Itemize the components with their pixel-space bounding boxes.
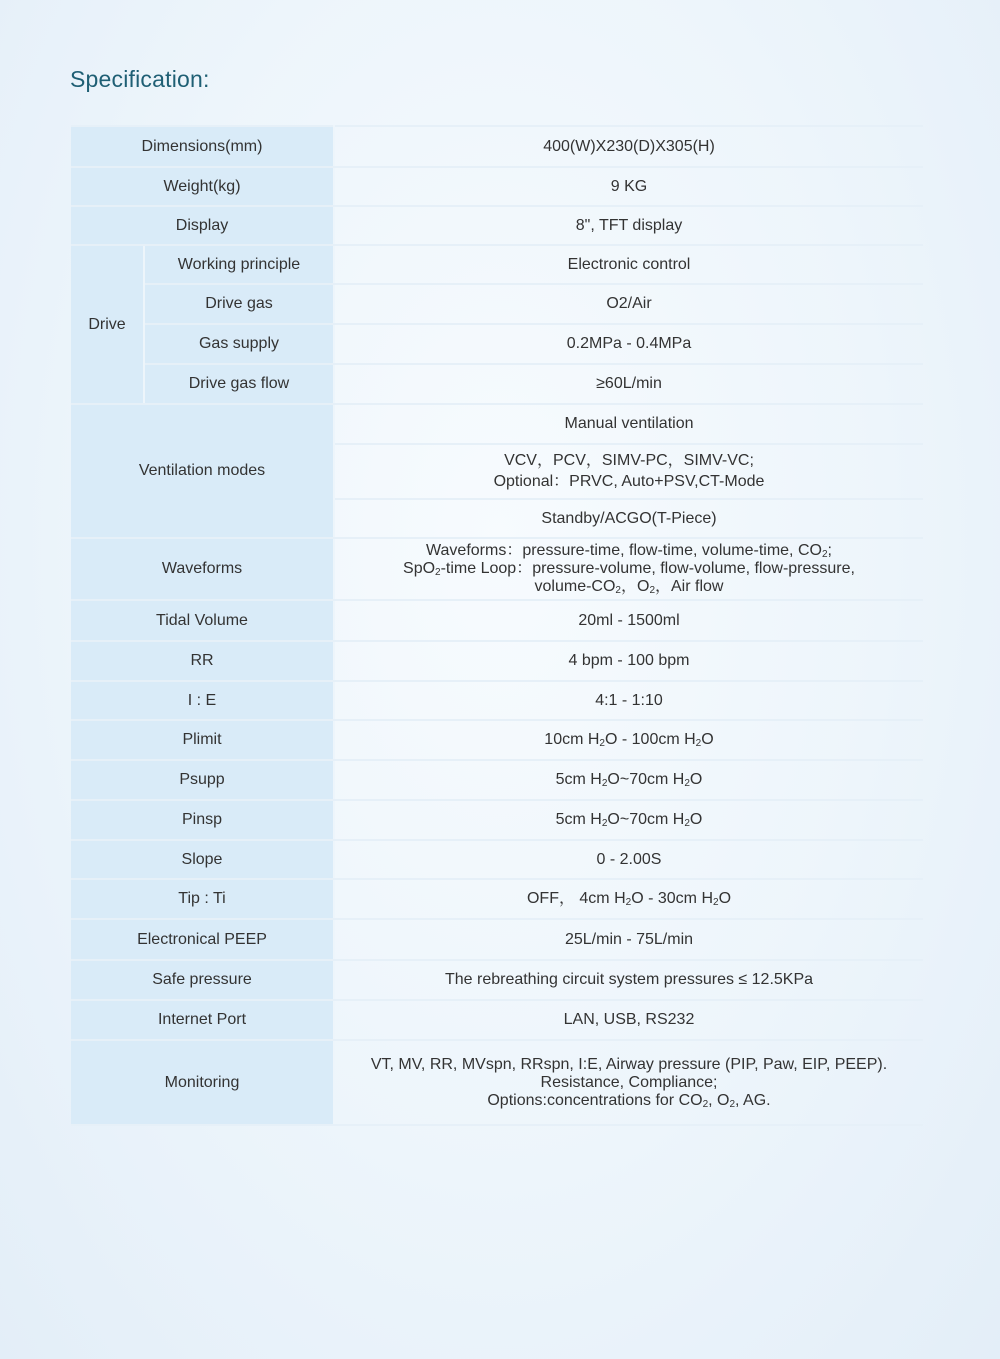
row-value-psupp: 5cm $H_2O\sim 70cm$ $H_2O$: [334, 760, 923, 800]
row-label-tidal-volume: Tidal Volume: [71, 600, 334, 641]
row-label-plimit: Plimit: [71, 720, 334, 760]
row-label-tip-ti: Tip : Ti: [71, 879, 334, 919]
table-row: [71, 126, 923, 167]
table-row: [71, 919, 923, 960]
row-label-weight: Weight(kg): [71, 167, 334, 206]
row-value-internet-port: LAN, USB, RS232: [334, 1000, 923, 1040]
row-label-ie: I : E: [71, 681, 334, 720]
row-value-monitoring: [334, 1040, 923, 1125]
ventilation-modes-line-1: VCV，PCV，SIMV-PC，SIMV-VC;: [504, 452, 754, 469]
row-value-electronical-peep: 25L/min - 75L/min: [334, 919, 923, 960]
table-row: [71, 245, 923, 284]
waveforms-line-2: SpO$_2$-time Loop：pressure-volume, flow-volume, flow-pressure,: [403, 560, 855, 578]
monitoring-line-1: VT, MV, RR, MVspn, RRspn, I:E, Airway pressure (PIP, Paw, EIP, PEEP).: [370, 1055, 888, 1073]
table-row: [71, 960, 923, 1000]
table-row: [71, 206, 923, 245]
table-row: [71, 600, 923, 641]
row-value-pinsp: 5cm $H_2O\sim 70cm$ $H_2O$: [334, 800, 923, 840]
row-value-drive-gas-flow: ≥60L/min: [334, 364, 923, 404]
row-value-drive-gas: O2/Air: [334, 284, 923, 324]
table-row: [71, 840, 923, 879]
table-row: [71, 1040, 923, 1125]
row-value-rr: 4 bpm - 100 bpm: [334, 641, 923, 681]
table-row: [71, 1000, 923, 1040]
table-row: [71, 364, 923, 404]
monitoring-line-3: Options:concentrations for $CO_2$, $O_2$, AG.: [487, 1091, 771, 1110]
row-label-internet-port: Internet Port: [71, 1000, 334, 1040]
row-value-plimit: 10cm $H_2O - 100cm$ $H_2O$: [334, 720, 923, 760]
table-row: [71, 720, 923, 760]
row-label-waveforms: Waveforms: [71, 538, 334, 600]
row-value-display: 8", TFT display: [334, 206, 923, 245]
row-value-safe-pressure: The rebreathing circuit system pressures ≤ 12.5KPa: [334, 960, 923, 1000]
row-label-drive: Drive: [71, 245, 144, 404]
table-row: [71, 167, 923, 206]
row-label-electronical-peep: Electronical PEEP: [71, 919, 334, 960]
table-row: [71, 641, 923, 681]
monitoring-line-2: Resistance, Compliance;: [540, 1073, 718, 1091]
row-label-ventilation-modes: Ventilation modes: [71, 404, 334, 538]
row-value-ie: 4:1 - 1:10: [334, 681, 923, 720]
row-value-manual-ventilation: Manual ventilation: [334, 404, 923, 444]
row-value-weight: 9 KG: [334, 167, 923, 206]
row-value-tidal-volume: 20ml - 1500ml: [334, 600, 923, 641]
row-value-gas-supply: 0.2MPa - 0.4MPa: [334, 324, 923, 364]
row-label-display: Display: [71, 206, 334, 245]
row-sublabel-drive-gas-flow: Drive gas flow: [144, 364, 334, 404]
row-sublabel-drive-gas: Drive gas: [144, 284, 334, 324]
row-sublabel-gas-supply: Gas supply: [144, 324, 334, 364]
row-label-monitoring: Monitoring: [71, 1040, 334, 1125]
row-label-psupp: Psupp: [71, 760, 334, 800]
row-value-slope: 0 - 2.00S: [334, 840, 923, 879]
table-row: [71, 879, 923, 919]
ventilation-modes-line-2: Optional：PRVC, Auto+PSV,CT-Mode: [493, 473, 765, 490]
row-label-dimensions: Dimensions(mm): [71, 126, 334, 167]
table-row: [71, 324, 923, 364]
row-label-pinsp: Pinsp: [71, 800, 334, 840]
specification-table: [71, 125, 923, 1126]
row-value-ventilation-modes: [334, 444, 923, 499]
table-row: [71, 284, 923, 324]
row-value-waveforms: [334, 538, 923, 600]
waveforms-line-1: Waveforms：pressure-time, flow-time, volume-time, $CO_2$;: [426, 542, 832, 560]
row-value-standby: Standby/ACGO(T-Piece): [334, 499, 923, 538]
row-label-rr: RR: [71, 641, 334, 681]
table-row: [71, 800, 923, 840]
table-row: [71, 760, 923, 800]
table-row: [71, 681, 923, 720]
row-value-working-principle: Electronic control: [334, 245, 923, 284]
row-sublabel-working-principle: Working principle: [144, 245, 334, 284]
row-value-dimensions: 400(W)X230(D)X305(H): [334, 126, 923, 167]
row-label-slope: Slope: [71, 840, 334, 879]
table-row: [71, 538, 923, 600]
waveforms-line-3: volume-$CO_2$，$O_2$，Air flow: [534, 578, 724, 596]
page-title: Specification:: [70, 66, 210, 92]
row-value-tip-ti: OFF， 4cm $H_2O - 30cm$ $H_2O$: [334, 879, 923, 919]
row-label-safe-pressure: Safe pressure: [71, 960, 334, 1000]
table-row: [71, 404, 923, 444]
